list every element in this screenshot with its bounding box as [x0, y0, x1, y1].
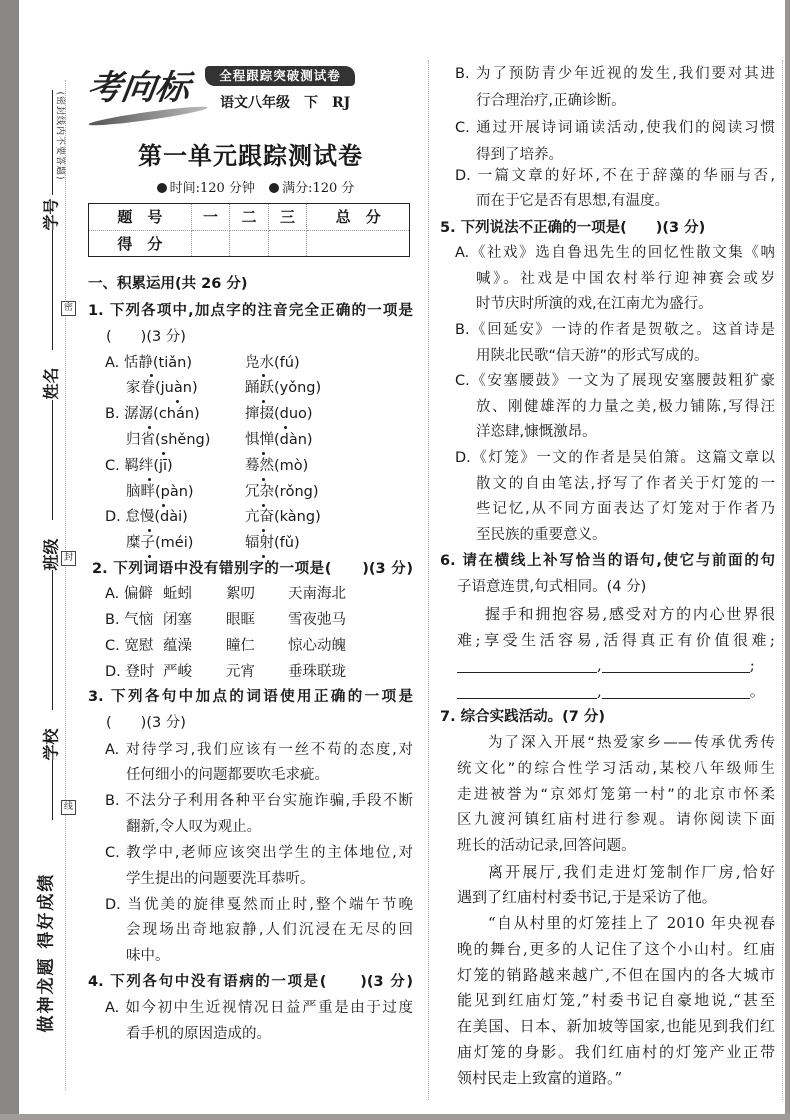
option-item: 学生提出的问题要洗耳恭听。: [126, 871, 315, 887]
emphasis-dot: [262, 374, 265, 377]
section-heading: 一、积累运用(共 26 分): [88, 276, 248, 292]
table-cell: 得 分: [89, 230, 192, 257]
scan-border-right: [785, 0, 790, 1120]
score-input-cell[interactable]: [230, 230, 269, 257]
exam-time: 时间:120 分钟: [169, 181, 255, 196]
option-item: 洋恣肆,慷慨激昂。: [476, 424, 597, 440]
class-label: 班级: [41, 538, 61, 571]
emphasis-dot: [262, 478, 265, 481]
passage-line: 难;享受生活容易,活得真正有价值很难;: [457, 631, 775, 649]
comma: ,: [597, 656, 602, 674]
option-item: 撺掇(duo): [245, 406, 313, 422]
option-item: D. 登时: [105, 664, 155, 680]
option-item: C.《安塞腰鼓》一文为了展现安塞腰鼓粗犷豪: [455, 373, 775, 389]
option-item: D. 当优美的旋律戛然而止时,整个端午节晚: [105, 897, 413, 913]
option-item: 辐射(fǔ): [245, 535, 300, 551]
option-item: D. 怠慢(dài): [105, 509, 188, 525]
option-item: A. 对待学习,我们应该有一丝不苟的态度,对: [105, 742, 413, 758]
score-input-cell[interactable]: [268, 230, 307, 257]
table-cell: 一: [191, 204, 230, 231]
scan-border-bottom: [0, 1114, 790, 1120]
option-item: 翻新,令人叹为观止。: [126, 819, 262, 835]
emphasis-dot: [148, 478, 151, 481]
option-item: 瞳仁: [226, 638, 255, 654]
intro-line: 班长的活动记录,回答问题。: [457, 838, 636, 854]
comma: ,: [597, 682, 602, 700]
emphasis-dot: [262, 555, 265, 558]
option-item: 散文的自由笔法,抒写了作者关于灯笼的一: [476, 476, 775, 492]
emphasis-dot: [176, 400, 179, 403]
option-item: 眼眶: [226, 612, 255, 628]
check-icon: [269, 183, 279, 193]
option-item: A.《社戏》选自鲁迅先生的回忆性散文集《呐: [455, 245, 775, 261]
record-line: 遇到了红庙村村委书记,于是采访了他。: [457, 888, 717, 906]
option-item: 得到了培养。: [476, 147, 563, 163]
option-item: 而在于它是否有思想,有温度。: [476, 193, 670, 209]
intro-line: 走进被誉为“京郊灯笼第一村”的北京市怀柔: [457, 787, 775, 803]
answer-blank[interactable]: [457, 682, 597, 699]
score-input-cell[interactable]: [307, 230, 410, 257]
emphasis-dot: [262, 400, 265, 403]
seal-note: (密封线内不要答题): [54, 91, 65, 181]
clock-icon: [157, 183, 167, 193]
option-item: D.《灯笼》一文的作者是吴伯箫。这篇文章以: [455, 450, 775, 466]
record-line: 灯笼的销路越来越广,不但在国内的各大城市: [457, 966, 775, 984]
intro-line: 统文化”的综合性学习活动,某校八年级师生: [457, 761, 775, 777]
seal-dotted-line: [65, 80, 66, 1090]
question-stem: ( )(3 分): [106, 715, 186, 731]
series-banner: 全程跟踪突破测试卷: [205, 66, 355, 86]
table-row: [89, 204, 410, 231]
question-stem: 2. 下列词语中没有错别字的一项是( )(3 分): [92, 561, 413, 577]
emphasis-dot: [262, 504, 265, 507]
question-stem: 5. 下列说法不正确的一项是( )(3 分): [440, 220, 706, 236]
answer-blank[interactable]: [602, 682, 750, 699]
table-cell: 三: [268, 204, 307, 231]
page-title: 第一单元跟踪测试卷: [138, 142, 363, 170]
subject-grade: 语文八年级 下 RJ: [220, 95, 351, 111]
slogan: 做神龙题 得好成绩: [36, 872, 57, 1033]
option-item: 元宵: [226, 664, 255, 680]
emphasis-dot: [148, 426, 151, 429]
question-stem: 子语意连贯,句式相同。(4 分): [457, 579, 647, 595]
option-item: 脑畔(pàn): [126, 484, 194, 500]
option-item: C. 教学中,老师应该突出学生的主体地位,对: [105, 845, 413, 861]
seal-box-mi: 密: [61, 301, 76, 316]
student-id-label: 学号: [41, 198, 61, 231]
score-table: [88, 203, 410, 257]
option-item: 放、刚健雄浑的力量之美,极力铺陈,写得汪: [476, 399, 775, 415]
option-item: 冗杂(rǒng): [245, 484, 319, 500]
seal-box-feng: 封: [61, 551, 76, 566]
table-cell: 总 分: [307, 204, 410, 231]
record-line: 领村民走上致富的道路。”: [457, 1069, 623, 1087]
option-item: B.《回延安》一诗的作者是贺敬之。这首诗是: [455, 322, 775, 338]
name-label: 姓名: [41, 367, 61, 400]
option-item: 惊心动魄: [288, 638, 346, 654]
margin-line: [52, 400, 53, 520]
intro-line: 区九渡河镇红庙村进行参观。请你阅读下面: [457, 812, 775, 828]
option-item: 天南海北: [288, 586, 346, 602]
option-item: B. 气恼: [105, 612, 154, 628]
fill-in-blank-row: [457, 681, 765, 701]
option-item: 絮叨: [226, 586, 255, 602]
answer-blank[interactable]: [602, 656, 750, 673]
seal-box-xian: 线: [61, 800, 76, 815]
option-item: 喊》。社戏是中国农村举行迎神赛会或岁: [476, 271, 775, 287]
option-item: 至民族的重要意义。: [476, 527, 607, 543]
option-item: 闭塞: [163, 612, 192, 628]
emphasis-dot: [284, 426, 287, 429]
emphasis-dot: [148, 529, 151, 532]
table-cell: 题 号: [89, 204, 192, 231]
option-item: 些记忆,从不同方面表达了灯笼对于作者乃: [476, 501, 775, 517]
table-cell: 二: [230, 204, 269, 231]
record-line: 在美国、日本、新加坡等国家,也能见到我们红: [457, 1017, 775, 1035]
option-item: 用陕北民歌“信天游”的形式写成的。: [476, 348, 709, 364]
margin-line: [52, 570, 53, 710]
exam-info: [88, 177, 413, 196]
right-dotted-edge: [782, 60, 783, 1100]
emphasis-dot: [148, 555, 151, 558]
option-item: 任何细小的问题都要吹毛求疵。: [126, 767, 329, 783]
option-item: 惧惮(dàn): [245, 432, 313, 448]
option-item: B. 为了预防青少年近视的发生,我们要对其进: [455, 66, 775, 82]
option-item: 味中。: [126, 948, 170, 964]
emphasis-dot: [262, 529, 265, 532]
question-stem: 7. 综合实践活动。(7 分): [440, 709, 606, 725]
brand-logo: 考向标: [84, 68, 193, 108]
emphasis-dot: [162, 504, 165, 507]
margin-line: [52, 90, 53, 195]
option-item: C. 羁绊(jī): [105, 458, 173, 474]
option-item: A. 恬静(tiǎn): [105, 355, 192, 371]
option-item: 蓦然(mò): [245, 458, 309, 474]
record-line: 庙灯笼的身影。我们红庙村的灯笼产业正带: [457, 1043, 775, 1061]
option-item: B. 不法分子利用各种平台实施诈骗,手段不断: [105, 793, 413, 809]
score-input-cell[interactable]: [191, 230, 230, 257]
intro-line: 为了深入开展“热爱家乡——传承优秀传: [488, 735, 775, 751]
option-item: 严峻: [163, 664, 192, 680]
option-item: 踊跃(yǒng): [245, 380, 322, 396]
option-item: 归省(shěng): [126, 432, 211, 448]
table-row: [89, 230, 410, 257]
option-item: 凫水(fú): [245, 355, 300, 371]
option-item: 雪夜弛马: [288, 612, 346, 628]
column-divider: [428, 60, 429, 1100]
question-stem: ( )(3 分): [106, 329, 186, 345]
record-line: “自从村里的灯笼挂上了 2010 年央视春: [488, 914, 775, 932]
end-punctuation: 。: [749, 682, 765, 700]
option-item: 行合理治疗,正确诊断。: [476, 93, 626, 109]
record-line: 能见到红庙灯笼,”村委书记自豪地说,“甚至: [457, 991, 775, 1009]
margin-line: [52, 760, 53, 820]
option-item: C. 通过开展诗词诵读活动,使我们的阅读习惯: [455, 120, 775, 136]
answer-blank[interactable]: [457, 656, 597, 673]
question-stem: 1. 下列各项中,加点字的注音完全正确的一项是: [88, 303, 413, 319]
exam-full-score: 满分:120 分: [282, 181, 355, 196]
scan-border-left: [0, 0, 19, 1120]
option-item: 会现场出奇地寂静,人们沉浸在无尽的回: [126, 922, 413, 938]
option-item: 蚯蚓: [163, 586, 192, 602]
option-item: B. 潺潺(chán): [105, 406, 200, 422]
record-line: 离开展厅,我们走进灯笼制作厂房,恰好: [488, 863, 775, 881]
margin-line: [52, 230, 53, 350]
question-stem: 4. 下列各句中没有语病的一项是( )(3 分): [88, 974, 413, 990]
option-item: 家眷(juàn): [126, 380, 198, 396]
end-punctuation: ;: [749, 656, 755, 674]
option-item: 垂珠联珑: [288, 664, 346, 680]
emphasis-dot: [150, 374, 153, 377]
option-item: 时节庆时所演的戏,在江南尤为盛行。: [476, 296, 713, 312]
option-item: 糜子(méi): [126, 535, 194, 551]
emphasis-dot: [162, 452, 165, 455]
question-stem: 3. 下列各句中加点的词语使用正确的一项是: [88, 689, 413, 705]
option-item: 蕴澡: [163, 638, 192, 654]
option-item: A. 偏僻: [105, 586, 153, 602]
option-item: C. 宽慰: [105, 638, 154, 654]
question-stem: 6. 请在横线上补写恰当的语句,使它与前面的句: [440, 553, 775, 569]
option-item: 看手机的原因造成的。: [126, 1026, 271, 1042]
fill-in-blank-row: [457, 655, 755, 675]
emphasis-dot: [262, 452, 265, 455]
option-item: D. 一篇文章的好坏,不在于辞藻的华丽与否,: [455, 168, 775, 184]
passage-line: 握手和拥抱容易,感受对方的内心世界很: [485, 605, 775, 623]
option-item: 亢奋(kàng): [245, 509, 321, 525]
record-line: 晚的舞台,更多的人记住了这个小山村。红庙: [457, 940, 775, 958]
school-label: 学校: [41, 728, 61, 761]
option-item: A. 如今初中生近视情况日益严重是由于过度: [105, 1000, 413, 1016]
